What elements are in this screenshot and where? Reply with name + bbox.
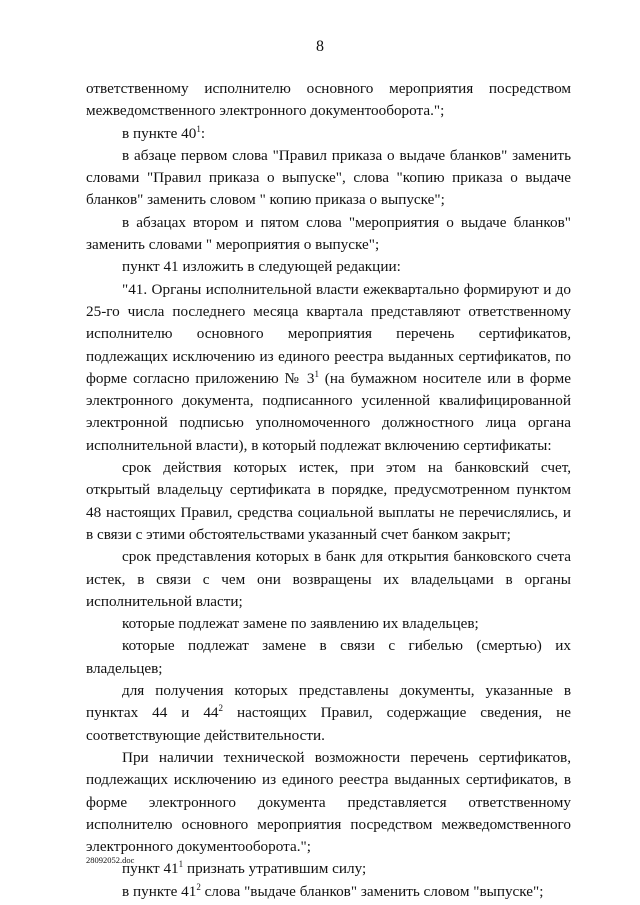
paragraph-second-fifth-abzac: в абзацах втором и пятом слова "мероприятия о выдаче бланков" заменить словами " мероприятия о выпуске"; bbox=[86, 213, 571, 254]
paragraph-item-41-intro: пункт 41 изложить в следующей редакции: bbox=[122, 258, 401, 276]
paragraph-replacement-request: которые подлежат замене по заявлению их владельцев; bbox=[122, 615, 479, 633]
paragraph-item-41-text: "41. Органы исполнительной власти ежеквартально формируют и до 25-го числа последнего месяца квартала представляют ответственному исполнителю основного мероприятия перечень сертификатов, подлежащих исключению из единого реестра выданных сертификатов, по форме согласно приложению № $3^1$ (на бумажном носителе или в форме электронного документа, подписанного усиленной квалифицированной электронной подписью уполномоченного должностного лица органа исполнительной власти), в который подлежат включению сертификаты: bbox=[86, 280, 572, 454]
paragraph-item-41-2: в пункте $41^2$ слова "выдаче бланков" заменить словом "выпуске"; bbox=[122, 881, 544, 900]
paragraph-item-40-1: в пункте $40^1$: bbox=[122, 123, 206, 142]
footer-filename: 28092052.doc bbox=[86, 855, 135, 865]
paragraph-replacement-death: которые подлежат замене в связи с гибелью (смертью) их владельцев; bbox=[86, 637, 571, 677]
paragraph-item-41-1: пункт $41^1$ признать утратившим силу; bbox=[122, 859, 367, 878]
paragraph-first-abzac: в абзаце первом слова "Правил приказа о выдаче бланков" заменить словами "Правил приказа о выпуске", слова "копию приказа о выдаче бланков" заменить словом " копию приказа о выпуске"; bbox=[86, 146, 571, 209]
paragraph-expired-submission: срок представления которых в банк для открытия банковского счета истек, в связи с чем они возвращены их владельцами в органы исполнительной власти; bbox=[86, 548, 571, 610]
paragraph-false-documents: для получения которых представлены документы, указанные в пунктах 44 и $44^2$ настоящих Правил, содержащие сведения, не соответствующие действительности. bbox=[86, 682, 571, 744]
page-number: 8 bbox=[316, 38, 324, 55]
paragraph-electronic-submission: При наличии технической возможности перечень сертификатов, подлежащих исключению из единого реестра выданных сертификатов, в форме электронного документа представляется ответственному исполнителю основного мероприятия посредством межведомственного электронного документооборота."; bbox=[86, 748, 571, 856]
paragraph-continuation: ответственному исполнителю основного мероприятия посредством межведомственного электронного документооборота."; bbox=[86, 80, 571, 120]
paragraph-expired-validity: срок действия которых истек, при этом на банковский счет, открытый владельцу сертификата в порядке, предусмотренном пунктом 48 настоящих Правил, средства социальной выплаты не перечислялись, и в связи с этими обстоятельствами указанный счет банком закрыт; bbox=[86, 459, 571, 543]
document-body bbox=[86, 78, 571, 903]
